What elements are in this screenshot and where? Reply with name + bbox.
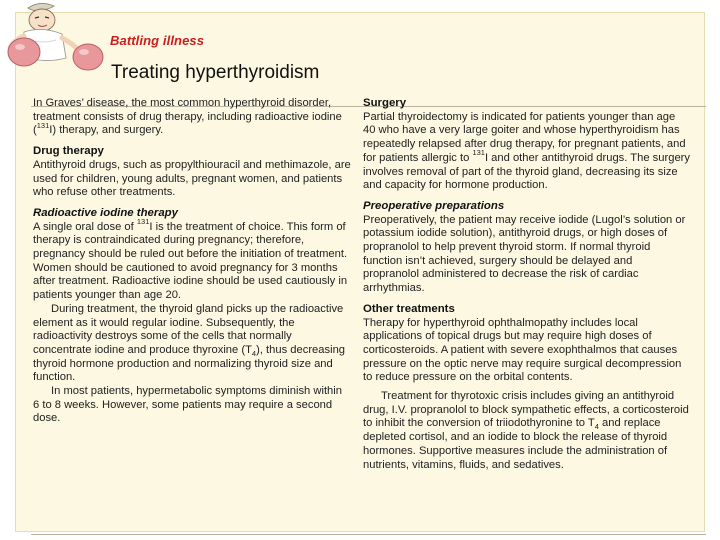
right-glove-shape xyxy=(73,44,103,70)
boxer-mascot-icon xyxy=(0,0,110,72)
radioactive-iodine-paragraph-3: In most patients, hypermetabolic symptoms diminish within 6 to 8 weeks. However, some patients may require a second dose. xyxy=(33,385,342,425)
preoperative-heading: Preoperative preparations xyxy=(363,199,505,212)
other-treatments-paragraph-2: Treatment for thyrotoxic crisis includes giving an antithyroid drug, I.V. propranolol to block sympathetic effects, a corticosteroid to inhibit the conversion of triiodothyronine to $T_4$ and replace depleted cortisol, and an iodide to block the release of thyroid hormones. Supportive measures include the administration of nutrients, vitamins, fluids, and sedatives. xyxy=(363,390,689,471)
surgery-heading: Surgery xyxy=(363,97,407,109)
other-treatments-heading: Other treatments xyxy=(363,302,455,315)
radioactive-iodine-paragraph-1: A single oral dose of $^{131}$I is the treatment of choice. This form of therapy is contraindicated during pregnancy; therefore, pregnancy should be ruled out before the initiation of treatment. Women should be cautioned to avoid pregnancy for 3 months after treatment. Radioactive iodine should be used cautiously in patients younger than age 20. xyxy=(33,216,348,302)
series-label: Battling illness xyxy=(110,33,205,48)
surgery-body: Partial thyroidectomy is indicated for patients younger than age 40 who have a very large goiter and whose hyperthyroidism has repeatedly relapsed after drug therapy, for pregnant patients, and for patients allergic to $^{131}$I and other antithyroid drugs. The surgery involves removal of part of the thyroid gland, decreasing its size and capacity for hormone production. xyxy=(363,110,690,192)
right-column xyxy=(363,97,690,472)
drug-therapy-heading: Drug therapy xyxy=(33,145,104,158)
page-title: Treating hyperthyroidism xyxy=(111,62,320,83)
intro-paragraph: In Graves’ disease, the most common hyperthyroid disorder, treatment consists of drug therapy, including radioactive iodine ($^{131}$I) therapy, and surgery. xyxy=(33,97,342,137)
radioactive-iodine-heading: Radioactive iodine therapy xyxy=(33,206,178,219)
radioactive-iodine-paragraph-2: During treatment, the thyroid gland picks up the radioactive element as it would regular iodine. Subsequently, the radioactivity destroys some of the cells that normally concentrate iodine and produce thyroxine $(T_4)$, thus decreasing thyroid hormone production and normalizing thyroid size and function. xyxy=(33,302,346,384)
left-glove-shape xyxy=(8,38,40,66)
footer-divider xyxy=(31,534,706,535)
preoperative-body: Preoperatively, the patient may receive iodide (Lugol’s solution or potassium iodide solution), antithyroid drugs, or high doses of propranolol to help prevent thyroid storm. If normal thyroid function isn’t achieved, surgery should be delayed and propranolol administered to decrease the risk of cardiac arrhythmias. xyxy=(363,213,686,295)
other-treatments-paragraph-1: Therapy for hyperthyroid ophthalmopathy includes local applications of topical drugs but may require high doses of corticosteroids. A patient with severe exophthalmos that causes pressure on the optic nerve may require surgical decompression to reduce pressure on the orbital contents. xyxy=(363,316,682,384)
drug-therapy-body: Antithyroid drugs, such as propylthiouracil and methimazole, are used for children, young adults, pregnant women, and patients who refuse other treatments. xyxy=(33,158,351,199)
left-column xyxy=(33,97,351,426)
